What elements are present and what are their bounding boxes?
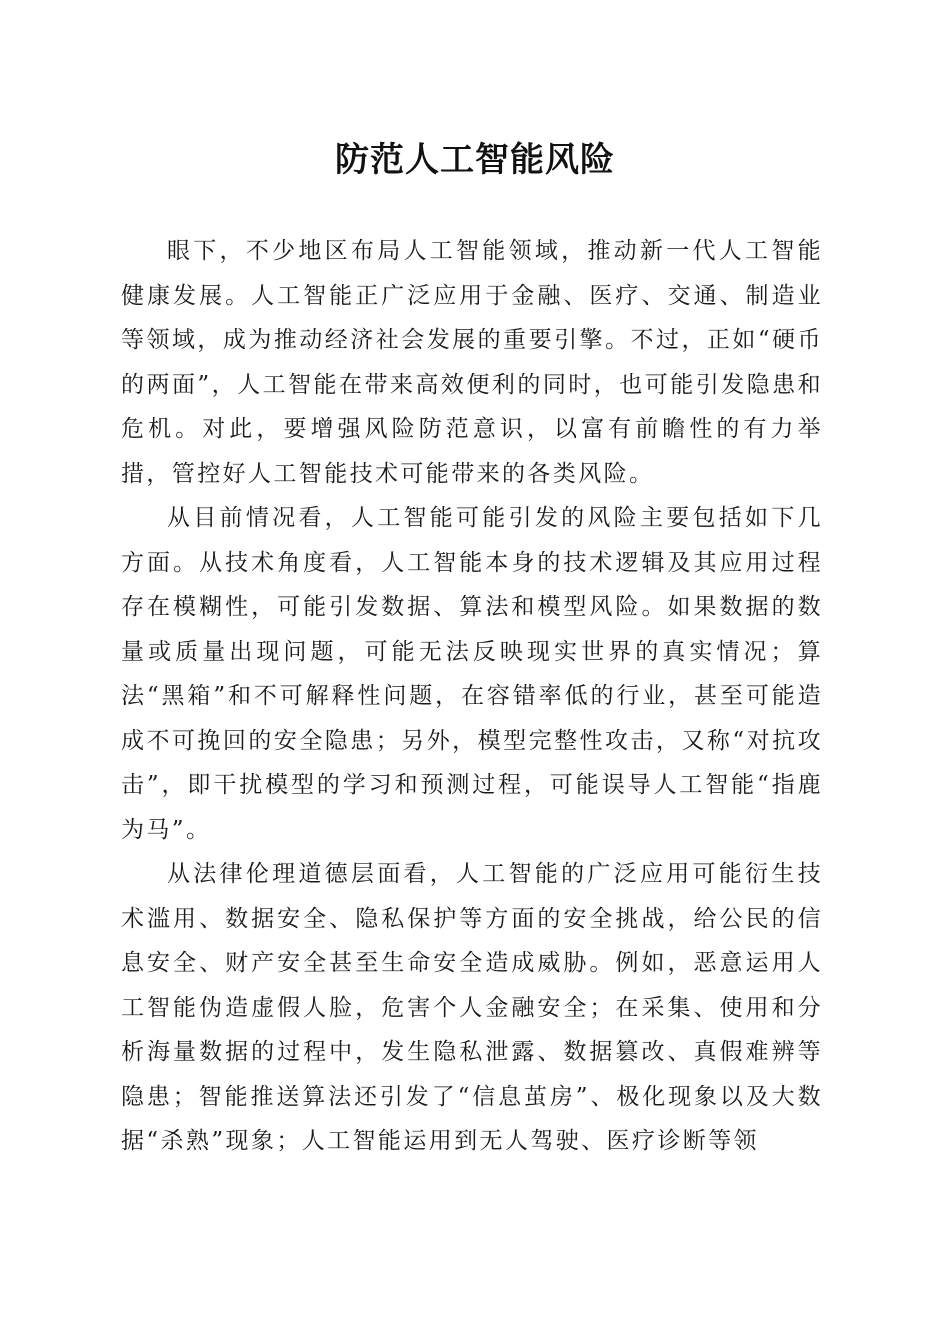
document-title: 防范人工智能风险 [335, 140, 615, 180]
document-body [121, 229, 823, 1164]
paragraph-1: 眼下，不少地区布局人工智能领域，推动新一代人工智能健康发展。人工智能正广泛应用于金融、医疗、交通、制造业等领域，成为推动经济社会发展的重要引擎。不过，正如“硬币的两面”，人工智能在带来高效便利的同时，也可能引发隐患和危机。对此，要增强风险防范意识，以富有前瞻性的有力举措，管控好人工智能技术可能带来的各类风险。 [121, 238, 823, 487]
paragraph-2: 从目前情况看，人工智能可能引发的风险主要包括如下几方面。从技术角度看，人工智能本身的技术逻辑及其应用过程存在模糊性，可能引发数据、算法和模型风险。如果数据的数量或质量出现问题，可能无法反映现实世界的真实情况；算法“黑箱”和不可解释性问题，在容错率低的行业，甚至可能造成不可挽回的安全隐患；另外，模型完整性攻击，又称“对抗攻击”，即干扰模型的学习和预测过程，可能误导人工智能“指鹿为马”。 [121, 505, 823, 843]
paragraph-3: 从法律伦理道德层面看，人工智能的广泛应用可能衍生技术滥用、数据安全、隐私保护等方面的安全挑战，给公民的信息安全、财产安全甚至生命安全造成威胁。例如，恶意运用人工智能伪造虚假人脸，危害个人金融安全；在采集、使用和分析海量数据的过程中，发生隐私泄露、数据篡改、真假难辨等隐患；智能推送算法还引发了“信息茧房”、极化现象以及大数据“杀熟”现象；人工智能运用到无人驾驶、医疗诊断等领 [121, 861, 823, 1154]
